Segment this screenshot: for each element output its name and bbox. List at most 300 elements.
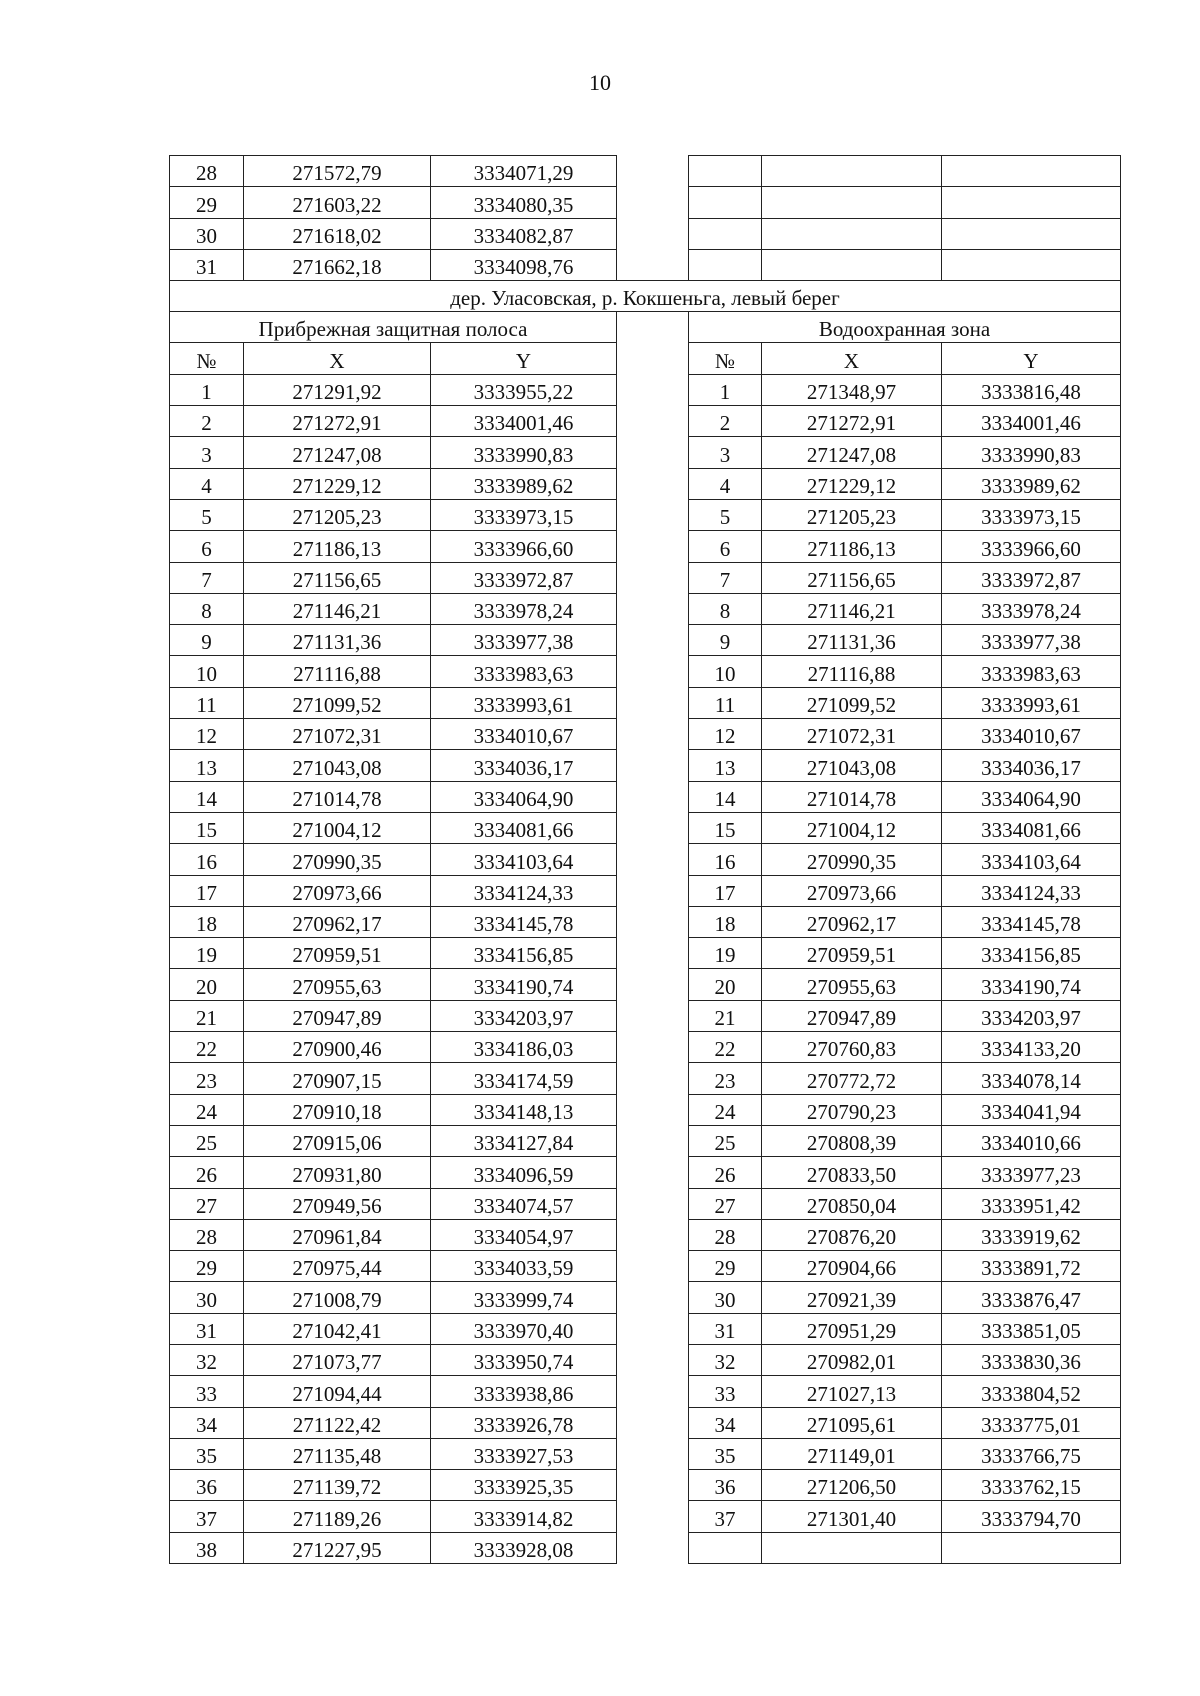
y-coordinate-cell: 3334036,17 — [942, 750, 1121, 781]
point-number-cell: 28 — [689, 1219, 762, 1250]
section-title: дер. Уласовская, р. Кокшеньга, левый берег — [170, 281, 1121, 312]
point-number-cell: 21 — [170, 1000, 244, 1031]
table-row — [170, 1219, 1121, 1250]
y-coordinate-cell: 3334203,97 — [431, 1000, 617, 1031]
point-number-cell: 2 — [689, 406, 762, 437]
point-number-cell: 28 — [170, 156, 244, 187]
x-coordinate-cell: 271004,12 — [244, 812, 431, 843]
point-number-cell: 27 — [170, 1188, 244, 1219]
y-coordinate-cell: 3333977,38 — [431, 625, 617, 656]
point-number-cell: 6 — [170, 531, 244, 562]
y-coordinate-cell: 3333973,15 — [431, 499, 617, 530]
x-coordinate-cell: 271043,08 — [762, 750, 942, 781]
x-coordinate-cell: 271135,48 — [244, 1438, 431, 1469]
x-coordinate-cell: 271094,44 — [244, 1376, 431, 1407]
table-row — [170, 1063, 1121, 1094]
x-coordinate-cell: 270962,17 — [762, 906, 942, 937]
x-coordinate-cell: 271146,21 — [244, 593, 431, 624]
y-coordinate-cell: 3334190,74 — [942, 969, 1121, 1000]
x-coordinate-cell: 271095,61 — [762, 1407, 942, 1438]
y-coordinate-cell: 3334133,20 — [942, 1032, 1121, 1063]
coordinates-table — [169, 155, 1121, 1564]
x-coordinate-cell: 271603,22 — [244, 187, 431, 218]
table-row — [170, 844, 1121, 875]
y-coordinate-cell: 3333762,15 — [942, 1470, 1121, 1501]
x-coordinate-cell: 271206,50 — [762, 1470, 942, 1501]
empty-cell — [942, 218, 1121, 249]
y-coordinate-cell: 3333973,15 — [942, 499, 1121, 530]
y-coordinate-cell: 3334080,35 — [431, 187, 617, 218]
spacer-cell — [617, 343, 689, 374]
x-coordinate-cell: 270961,84 — [244, 1219, 431, 1250]
point-number-cell: 36 — [170, 1470, 244, 1501]
x-coordinate-cell: 271247,08 — [762, 437, 942, 468]
point-number-cell: 35 — [170, 1438, 244, 1469]
y-coordinate-cell: 3334001,46 — [431, 406, 617, 437]
y-coordinate-cell: 3334098,76 — [431, 249, 617, 280]
point-number-cell: 3 — [170, 437, 244, 468]
spacer-cell — [617, 719, 689, 750]
y-coordinate-cell: 3334148,13 — [431, 1094, 617, 1125]
spacer-cell — [617, 1219, 689, 1250]
point-number-cell: 16 — [170, 844, 244, 875]
point-number-cell: 19 — [170, 938, 244, 969]
page-number: 10 — [589, 70, 611, 95]
x-coordinate-cell: 270955,63 — [762, 969, 942, 1000]
point-number-cell: 31 — [689, 1313, 762, 1344]
x-coordinate-cell: 271099,52 — [244, 687, 431, 718]
y-coordinate-cell: 3334010,67 — [431, 719, 617, 750]
spacer-cell — [617, 938, 689, 969]
y-coordinate-cell: 3334127,84 — [431, 1125, 617, 1156]
zone-heading-row — [170, 312, 1121, 343]
spacer-cell — [617, 1063, 689, 1094]
y-column-header: Y — [431, 343, 617, 374]
spacer-cell — [617, 1094, 689, 1125]
spacer-cell — [617, 1032, 689, 1063]
point-number-cell: 5 — [689, 499, 762, 530]
table-row — [170, 1501, 1121, 1532]
empty-cell — [689, 249, 762, 280]
spacer-cell — [617, 437, 689, 468]
table-row — [170, 1125, 1121, 1156]
spacer-cell — [617, 625, 689, 656]
table-row — [170, 781, 1121, 812]
x-coordinate-cell: 271043,08 — [244, 750, 431, 781]
x-coordinate-cell: 270808,39 — [762, 1125, 942, 1156]
table-row — [170, 1376, 1121, 1407]
point-number-cell: 29 — [170, 187, 244, 218]
x-coordinate-cell: 271139,72 — [244, 1470, 431, 1501]
y-coordinate-cell: 3334081,66 — [431, 812, 617, 843]
y-coordinate-cell: 3333938,86 — [431, 1376, 617, 1407]
table-row — [170, 562, 1121, 593]
spacer-cell — [617, 406, 689, 437]
point-number-cell: 5 — [170, 499, 244, 530]
point-number-cell: 2 — [170, 406, 244, 437]
y-coordinate-cell: 3334064,90 — [431, 781, 617, 812]
x-coordinate-cell: 270900,46 — [244, 1032, 431, 1063]
table-row — [170, 1157, 1121, 1188]
point-number-cell: 12 — [689, 719, 762, 750]
spacer-cell — [617, 1344, 689, 1375]
x-column-header: X — [244, 343, 431, 374]
point-number-cell: 13 — [689, 750, 762, 781]
spacer-cell — [617, 1501, 689, 1532]
y-coordinate-cell: 3334010,67 — [942, 719, 1121, 750]
x-coordinate-cell: 270947,89 — [762, 1000, 942, 1031]
y-coordinate-cell: 3333993,61 — [942, 687, 1121, 718]
point-number-cell: 36 — [689, 1470, 762, 1501]
point-number-cell: 16 — [689, 844, 762, 875]
spacer-cell — [617, 750, 689, 781]
y-coordinate-cell: 3333983,63 — [431, 656, 617, 687]
point-number-cell: 9 — [689, 625, 762, 656]
point-number-cell: 17 — [689, 875, 762, 906]
spacer-cell — [617, 1188, 689, 1219]
y-coordinate-cell: 3334010,66 — [942, 1125, 1121, 1156]
point-number-cell: 18 — [170, 906, 244, 937]
x-coordinate-cell: 270907,15 — [244, 1063, 431, 1094]
x-coordinate-cell: 270833,50 — [762, 1157, 942, 1188]
y-coordinate-cell: 3333966,60 — [942, 531, 1121, 562]
x-column-header: X — [762, 343, 942, 374]
y-coordinate-cell: 3333914,82 — [431, 1501, 617, 1532]
spacer-cell — [617, 187, 689, 218]
spacer-cell — [617, 812, 689, 843]
x-coordinate-cell: 271149,01 — [762, 1438, 942, 1469]
y-coordinate-cell: 3333977,23 — [942, 1157, 1121, 1188]
point-number-cell: 27 — [689, 1188, 762, 1219]
spacer-cell — [617, 656, 689, 687]
table-row — [170, 750, 1121, 781]
x-coordinate-cell: 271348,97 — [762, 374, 942, 405]
x-coordinate-cell: 270982,01 — [762, 1344, 942, 1375]
left-zone-heading: Прибрежная защитная полоса — [170, 312, 617, 343]
table-row — [170, 156, 1121, 187]
y-coordinate-cell: 3333977,38 — [942, 625, 1121, 656]
x-coordinate-cell: 271662,18 — [244, 249, 431, 280]
y-coordinate-cell: 3333926,78 — [431, 1407, 617, 1438]
point-number-cell: 8 — [170, 593, 244, 624]
point-number-cell: 11 — [170, 687, 244, 718]
x-coordinate-cell: 270975,44 — [244, 1251, 431, 1282]
point-number-cell: 11 — [689, 687, 762, 718]
x-coordinate-cell: 271146,21 — [762, 593, 942, 624]
x-coordinate-cell: 270947,89 — [244, 1000, 431, 1031]
table-row — [170, 593, 1121, 624]
spacer-cell — [617, 844, 689, 875]
y-coordinate-cell: 3333919,62 — [942, 1219, 1121, 1250]
point-number-cell: 22 — [689, 1032, 762, 1063]
x-coordinate-cell: 270850,04 — [762, 1188, 942, 1219]
y-coordinate-cell: 3333999,74 — [431, 1282, 617, 1313]
point-number-cell: 29 — [689, 1251, 762, 1282]
y-coordinate-cell: 3333951,42 — [942, 1188, 1121, 1219]
point-number-cell: 10 — [170, 656, 244, 687]
point-number-cell: 23 — [689, 1063, 762, 1094]
y-coordinate-cell: 3333775,01 — [942, 1407, 1121, 1438]
spacer-cell — [617, 1407, 689, 1438]
point-number-cell: 15 — [689, 812, 762, 843]
x-coordinate-cell: 271073,77 — [244, 1344, 431, 1375]
point-number-cell: 17 — [170, 875, 244, 906]
y-coordinate-cell: 3333972,87 — [431, 562, 617, 593]
y-coordinate-cell: 3334103,64 — [942, 844, 1121, 875]
y-coordinate-cell: 3334156,85 — [431, 938, 617, 969]
spacer-cell — [617, 249, 689, 280]
table-row — [170, 249, 1121, 280]
x-coordinate-cell: 271072,31 — [762, 719, 942, 750]
spacer-cell — [617, 531, 689, 562]
y-coordinate-cell: 3333928,08 — [431, 1532, 617, 1563]
x-coordinate-cell: 271008,79 — [244, 1282, 431, 1313]
x-coordinate-cell: 270910,18 — [244, 1094, 431, 1125]
table-row — [170, 969, 1121, 1000]
point-number-cell: 20 — [170, 969, 244, 1000]
y-coordinate-cell: 3333794,70 — [942, 1501, 1121, 1532]
point-number-cell: 3 — [689, 437, 762, 468]
spacer-cell — [617, 875, 689, 906]
table-row — [170, 218, 1121, 249]
point-number-cell: 1 — [170, 374, 244, 405]
x-coordinate-cell: 270951,29 — [762, 1313, 942, 1344]
spacer-cell — [617, 468, 689, 499]
point-number-cell: 38 — [170, 1532, 244, 1563]
y-coordinate-cell: 3333804,52 — [942, 1376, 1121, 1407]
x-coordinate-cell: 270990,35 — [762, 844, 942, 875]
section-title-row — [170, 281, 1121, 312]
table-row — [170, 406, 1121, 437]
spacer-cell — [617, 1532, 689, 1563]
point-number-cell: 13 — [170, 750, 244, 781]
y-coordinate-cell: 3333927,53 — [431, 1438, 617, 1469]
table-row — [170, 625, 1121, 656]
y-column-header: Y — [942, 343, 1121, 374]
x-coordinate-cell: 270876,20 — [762, 1219, 942, 1250]
spacer-cell — [617, 1470, 689, 1501]
x-coordinate-cell: 270962,17 — [244, 906, 431, 937]
table-row — [170, 1094, 1121, 1125]
spacer-cell — [617, 781, 689, 812]
y-coordinate-cell: 3333972,87 — [942, 562, 1121, 593]
table-row — [170, 1251, 1121, 1282]
y-coordinate-cell: 3334064,90 — [942, 781, 1121, 812]
y-coordinate-cell: 3334124,33 — [942, 875, 1121, 906]
point-number-cell: 20 — [689, 969, 762, 1000]
spacer-cell — [617, 906, 689, 937]
x-coordinate-cell: 271229,12 — [244, 468, 431, 499]
y-coordinate-cell: 3333993,61 — [431, 687, 617, 718]
table-row — [170, 719, 1121, 750]
x-coordinate-cell: 271099,52 — [762, 687, 942, 718]
x-coordinate-cell: 271116,88 — [762, 656, 942, 687]
point-number-cell: 21 — [689, 1000, 762, 1031]
x-coordinate-cell: 271122,42 — [244, 1407, 431, 1438]
x-coordinate-cell: 271014,78 — [244, 781, 431, 812]
spacer-cell — [617, 1376, 689, 1407]
point-number-cell: 34 — [170, 1407, 244, 1438]
y-coordinate-cell: 3334096,59 — [431, 1157, 617, 1188]
y-coordinate-cell: 3334203,97 — [942, 1000, 1121, 1031]
spacer-cell — [617, 1157, 689, 1188]
point-number-cell: 32 — [689, 1344, 762, 1375]
point-number-cell: 33 — [689, 1376, 762, 1407]
y-coordinate-cell: 3333990,83 — [431, 437, 617, 468]
x-coordinate-cell: 271072,31 — [244, 719, 431, 750]
x-coordinate-cell: 270949,56 — [244, 1188, 431, 1219]
table-row — [170, 1407, 1121, 1438]
x-coordinate-cell: 271131,36 — [762, 625, 942, 656]
x-coordinate-cell — [762, 1532, 942, 1563]
y-coordinate-cell: 3333816,48 — [942, 374, 1121, 405]
y-coordinate-cell: 3334124,33 — [431, 875, 617, 906]
y-coordinate-cell: 3334103,64 — [431, 844, 617, 875]
x-coordinate-cell: 270973,66 — [762, 875, 942, 906]
table-row — [170, 1032, 1121, 1063]
spacer-cell — [617, 1000, 689, 1031]
point-number-cell: 26 — [689, 1157, 762, 1188]
x-coordinate-cell: 271205,23 — [762, 499, 942, 530]
spacer-cell — [617, 312, 689, 343]
point-number-cell: 10 — [689, 656, 762, 687]
y-coordinate-cell: 3333966,60 — [431, 531, 617, 562]
spacer-cell — [617, 499, 689, 530]
x-coordinate-cell: 270915,06 — [244, 1125, 431, 1156]
point-number-cell: 33 — [170, 1376, 244, 1407]
point-number-cell: 26 — [170, 1157, 244, 1188]
y-coordinate-cell: 3333970,40 — [431, 1313, 617, 1344]
point-number-cell: 23 — [170, 1063, 244, 1094]
point-number-cell: 28 — [170, 1219, 244, 1250]
point-number-cell: 29 — [170, 1251, 244, 1282]
x-coordinate-cell: 270955,63 — [244, 969, 431, 1000]
y-coordinate-cell: 3333950,74 — [431, 1344, 617, 1375]
empty-cell — [762, 156, 942, 187]
point-number-cell: 30 — [170, 218, 244, 249]
y-coordinate-cell — [942, 1532, 1121, 1563]
x-coordinate-cell: 271301,40 — [762, 1501, 942, 1532]
x-coordinate-cell: 270931,80 — [244, 1157, 431, 1188]
y-coordinate-cell: 3334033,59 — [431, 1251, 617, 1282]
x-coordinate-cell: 270990,35 — [244, 844, 431, 875]
x-coordinate-cell: 271156,65 — [244, 562, 431, 593]
y-coordinate-cell: 3334186,03 — [431, 1032, 617, 1063]
x-coordinate-cell: 270760,83 — [762, 1032, 942, 1063]
point-number-cell: 4 — [170, 468, 244, 499]
table-row — [170, 938, 1121, 969]
point-number-cell: 1 — [689, 374, 762, 405]
point-number-cell: 37 — [689, 1501, 762, 1532]
empty-cell — [762, 187, 942, 218]
table-row — [170, 906, 1121, 937]
x-coordinate-cell: 271042,41 — [244, 1313, 431, 1344]
x-coordinate-cell: 271247,08 — [244, 437, 431, 468]
point-number-cell: 32 — [170, 1344, 244, 1375]
y-coordinate-cell: 3333876,47 — [942, 1282, 1121, 1313]
y-coordinate-cell: 3334036,17 — [431, 750, 617, 781]
point-number-cell: 18 — [689, 906, 762, 937]
column-header-row — [170, 343, 1121, 374]
empty-cell — [942, 156, 1121, 187]
x-coordinate-cell: 271189,26 — [244, 1501, 431, 1532]
empty-cell — [689, 218, 762, 249]
point-number-cell: 15 — [170, 812, 244, 843]
y-coordinate-cell: 3333983,63 — [942, 656, 1121, 687]
y-coordinate-cell: 3333891,72 — [942, 1251, 1121, 1282]
point-number-cell: 30 — [170, 1282, 244, 1313]
point-number-cell: 12 — [170, 719, 244, 750]
y-coordinate-cell: 3333955,22 — [431, 374, 617, 405]
point-number-cell: 24 — [689, 1094, 762, 1125]
y-coordinate-cell: 3334156,85 — [942, 938, 1121, 969]
table-row — [170, 687, 1121, 718]
table-row — [170, 1438, 1121, 1469]
empty-cell — [942, 187, 1121, 218]
y-coordinate-cell: 3334081,66 — [942, 812, 1121, 843]
empty-cell — [942, 249, 1121, 280]
num-column-header: № — [170, 343, 244, 374]
spacer-cell — [617, 1313, 689, 1344]
point-number-cell: 9 — [170, 625, 244, 656]
y-coordinate-cell: 3333990,83 — [942, 437, 1121, 468]
point-number-cell: 22 — [170, 1032, 244, 1063]
spacer-cell — [617, 1282, 689, 1313]
y-coordinate-cell: 3333851,05 — [942, 1313, 1121, 1344]
point-number-cell: 25 — [689, 1125, 762, 1156]
spacer-cell — [617, 218, 689, 249]
table-row — [170, 1188, 1121, 1219]
y-coordinate-cell: 3333830,36 — [942, 1344, 1121, 1375]
y-coordinate-cell: 3334054,97 — [431, 1219, 617, 1250]
point-number-cell: 4 — [689, 468, 762, 499]
table-row — [170, 374, 1121, 405]
table-row — [170, 1532, 1121, 1563]
table-row — [170, 875, 1121, 906]
x-coordinate-cell: 271291,92 — [244, 374, 431, 405]
x-coordinate-cell: 271116,88 — [244, 656, 431, 687]
point-number-cell: 6 — [689, 531, 762, 562]
point-number-cell: 14 — [170, 781, 244, 812]
spacer-cell — [617, 562, 689, 593]
point-number-cell: 14 — [689, 781, 762, 812]
spacer-cell — [617, 374, 689, 405]
y-coordinate-cell: 3333989,62 — [942, 468, 1121, 499]
point-number-cell: 19 — [689, 938, 762, 969]
spacer-cell — [617, 969, 689, 1000]
table-row — [170, 499, 1121, 530]
x-coordinate-cell: 271131,36 — [244, 625, 431, 656]
empty-cell — [689, 156, 762, 187]
x-coordinate-cell: 271272,91 — [244, 406, 431, 437]
empty-cell — [689, 187, 762, 218]
point-number-cell: 31 — [170, 249, 244, 280]
y-coordinate-cell: 3334082,87 — [431, 218, 617, 249]
point-number-cell: 8 — [689, 593, 762, 624]
empty-cell — [762, 249, 942, 280]
point-number-cell: 34 — [689, 1407, 762, 1438]
coordinates-table-body — [170, 156, 1121, 1564]
y-coordinate-cell: 3333978,24 — [942, 593, 1121, 624]
spacer-cell — [617, 1438, 689, 1469]
x-coordinate-cell: 270921,39 — [762, 1282, 942, 1313]
empty-cell — [762, 218, 942, 249]
spacer-cell — [617, 156, 689, 187]
x-coordinate-cell: 270973,66 — [244, 875, 431, 906]
y-coordinate-cell: 3333978,24 — [431, 593, 617, 624]
x-coordinate-cell: 271618,02 — [244, 218, 431, 249]
table-row — [170, 1470, 1121, 1501]
